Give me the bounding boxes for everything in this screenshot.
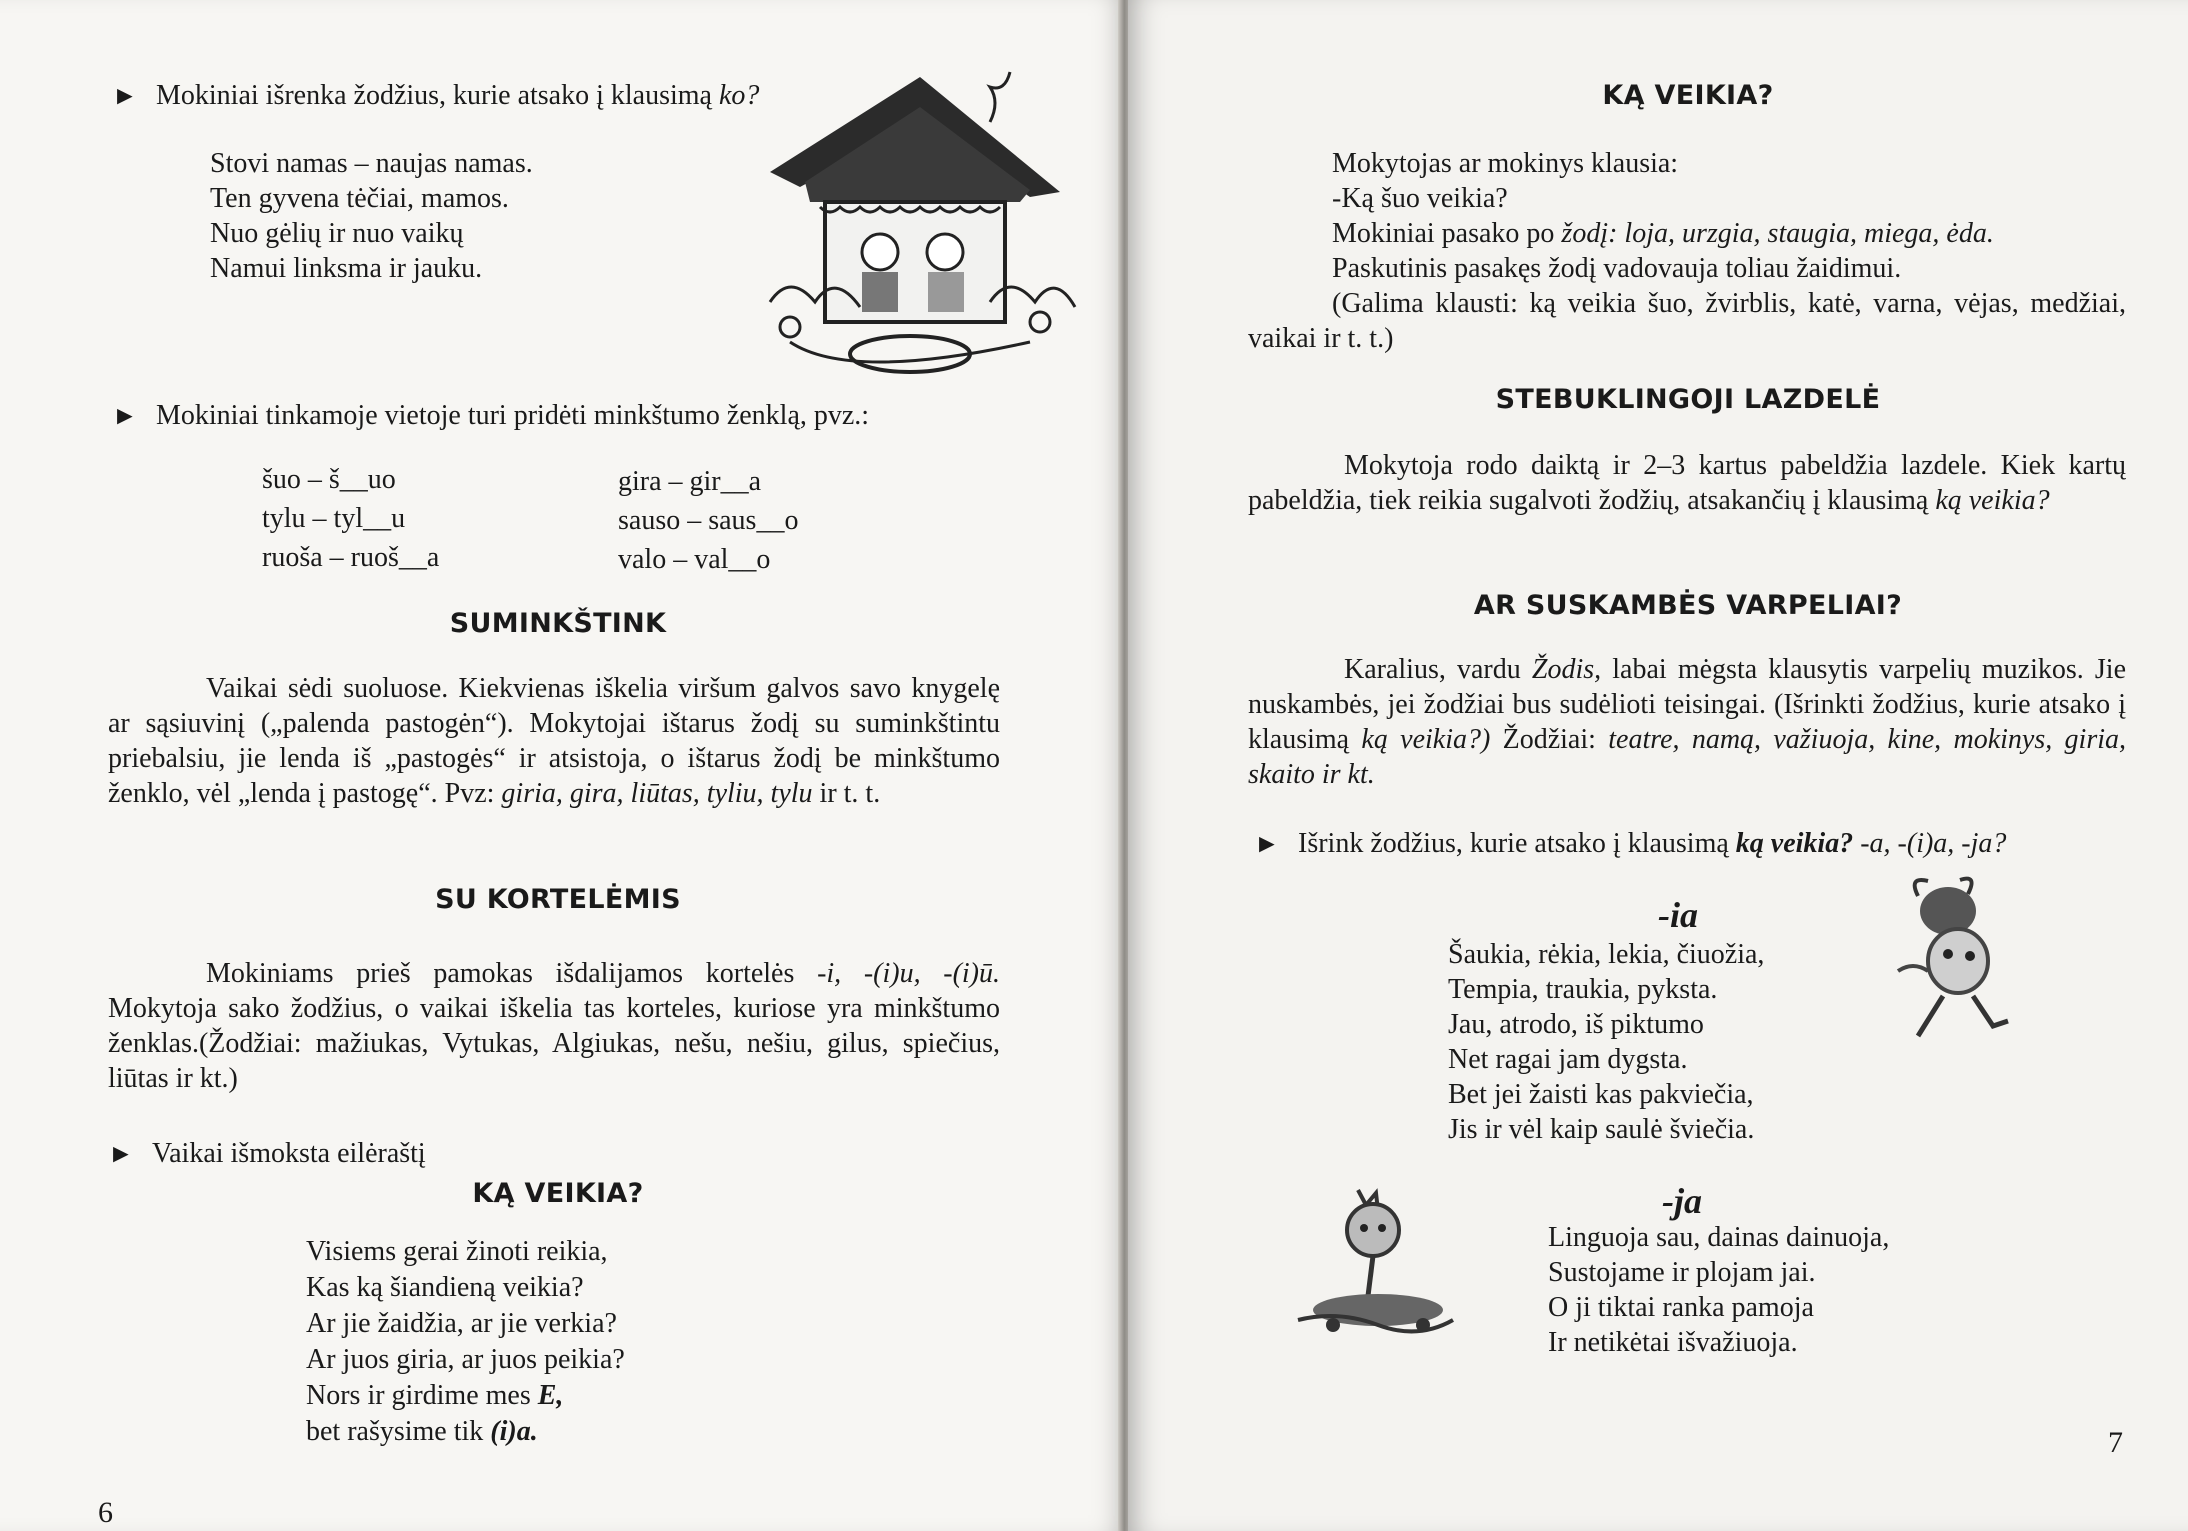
poem-line: O ji tiktai ranka pamoja	[1548, 1292, 1814, 1323]
poem-line: Kas ką šiandieną veikia?	[306, 1272, 584, 1303]
bullet-item: ► Išrink žodžius, kurie atsako į klausimą ką veikia? -a, -(i)a, -ja?	[1254, 828, 2007, 859]
paragraph-ka-veikia	[1248, 146, 2126, 356]
bullet-arrow-icon: ►	[108, 1139, 134, 1168]
ending-label: -ja	[1662, 1181, 1702, 1221]
word-pair: šuo – š__uo	[262, 464, 396, 495]
right-page	[1128, 0, 2188, 1531]
poem-line: Ar jie žaidžia, ar jie verkia?	[306, 1308, 617, 1339]
section-heading: STEBUKLINGOJI LAZDELĖ	[1495, 384, 1881, 415]
poem-line: Nuo gėlių ir nuo vaikų	[210, 218, 464, 249]
poem-ka-veikia	[306, 1234, 625, 1450]
poem-line: bet rašysime tik (i)a.	[306, 1416, 538, 1447]
poem-line: Tempia, traukia, pyksta.	[1448, 974, 1718, 1005]
poem-line: Ar juos giria, ar juos peikia?	[306, 1344, 625, 1375]
section-heading: SU KORTELĖMIS	[435, 884, 681, 915]
paragraph-varpeliai: Karalius, vardu Žodis, labai mėgsta klausytis varpelių muzikos. Jie nuskambės, jei žodžiai bus sudėlioti teisingai. (Išrinkti žodžius, kurie atsako į klausimą ką veikia?) Žodžiai: teatre, namą, važiuoja, kine, mokinys, giria, skaito ir kt.	[1248, 654, 2127, 790]
section-heading: KĄ VEIKIA?	[1602, 80, 1774, 111]
poem-ia	[1448, 937, 1764, 1147]
poem-line: Ir netikėtai išvažiuoja.	[1548, 1327, 1798, 1358]
child-on-cart-illustration-icon	[1288, 1180, 1458, 1340]
section-heading: SUMINKŠTINK	[449, 608, 667, 639]
text-line: Mokiniai pasako po žodį: loja, urzgia, staugia, miega, ėda.	[1332, 218, 1994, 249]
paragraph-lazdele: Mokytoja rodo daiktą ir 2–3 kartus pabeldžia lazdele. Kiek kartų pabeldžia, tiek reikia sugalvoti žodžių, atsakančių į klausimą ką veikia?	[1248, 450, 2126, 516]
poem-line: Ten gyvena tėčiai, mamos.	[210, 183, 509, 214]
poem-line: Net ragai jam dygsta.	[1448, 1044, 1688, 1075]
goat-creature-illustration-icon	[1888, 876, 2018, 1046]
text-line: (Galima klausti: ką veikia šuo, žvirblis, katė, varna, vėjas, medžiai, vaikai ir t. t.)	[1248, 288, 2126, 354]
page-number: 6	[98, 1496, 113, 1529]
word-pair: sauso – saus__o	[618, 505, 799, 536]
bullet-arrow-icon: ►	[112, 81, 138, 110]
poem-line: Visiems gerai žinoti reikia,	[306, 1236, 608, 1267]
bullet-item-3: ► Vaikai išmoksta eilėraštį	[108, 1138, 426, 1169]
word-pair: ruoša – ruoš__a	[262, 542, 440, 573]
poem-line: Namui linksma ir jauku.	[210, 253, 483, 284]
ending-label: -ia	[1658, 895, 1698, 935]
words-column-1	[262, 460, 439, 577]
text-line: Mokytojas ar mokinys klausia:	[1332, 148, 1679, 179]
word-pair: tylu – tyl__u	[262, 503, 406, 534]
poem-line: Bet jei žaisti kas pakviečia,	[1448, 1079, 1754, 1110]
poem-house	[210, 146, 533, 286]
poem-line: Stovi namas – naujas namas.	[210, 148, 533, 179]
paragraph-korteles: Mokiniams prieš pamokas išdalijamos kortelės -i, -(i)u, -(i)ū. Mokytoja sako žodžius, o vaikai iškelia tas korteles, kuriose yra minkštumo ženklas.(Žodžiai: mažiukas, Vytukas, Algiukas, nešu, nešiu, gilus, spiečius, liūtas ir kt.)	[108, 958, 1001, 1094]
text-line: -Ką šuo veikia?	[1332, 183, 1508, 214]
poem-line: Nors ir girdime mes E,	[306, 1380, 564, 1411]
text-line: Paskutinis pasakęs žodį vadovauja toliau žaidimui.	[1332, 253, 1902, 284]
paragraph-suminkstink: Vaikai sėdi suoluose. Kiekvienas iškelia viršum galvos savo knygelę ar sąsiuvinį („palenda pastogėn“). Mokytojai ištarus žodį su suminkštintu priebalsiu, jie lenda iš „pastogės“ ir atsistoja, o ištarus žodį be minkštumo ženklo, vėl „lenda į pastogę“. Pvz: giria, gira, liūtas, tyliu, tylu ir t. t.	[108, 673, 1000, 809]
word-pair: gira – gir__a	[618, 466, 762, 497]
poem-line: Jis ir vėl kaip saulė šviečia.	[1448, 1114, 1755, 1145]
poem-line: Sustojame ir plojam jai.	[1548, 1257, 1816, 1288]
section-heading: AR SUSKAMBĖS VARPELIAI?	[1473, 590, 1903, 621]
page-number: 7	[2108, 1426, 2123, 1459]
poem-line: Šaukia, rėkia, lekia, čiuožia,	[1448, 939, 1765, 970]
house-illustration-icon	[750, 62, 1090, 392]
poem-line: Jau, atrodo, iš piktumo	[1448, 1009, 1704, 1040]
bullet-arrow-icon: ►	[1254, 829, 1280, 858]
bullet-arrow-icon: ►	[112, 401, 138, 430]
bullet-item-2: ► Mokiniai tinkamoje vietoje turi pridėti minkštumo ženklą, pvz.:	[112, 400, 870, 431]
poem-ja	[1548, 1220, 1889, 1360]
word-pair: valo – val__o	[618, 544, 771, 575]
words-column-2	[618, 462, 798, 579]
section-heading: KĄ VEIKIA?	[472, 1178, 644, 1209]
poem-line: Linguoja sau, dainas dainuoja,	[1548, 1222, 1890, 1253]
bullet-item-1: ► Mokiniai išrenka žodžius, kurie atsako į klausimą ko?	[112, 80, 760, 111]
